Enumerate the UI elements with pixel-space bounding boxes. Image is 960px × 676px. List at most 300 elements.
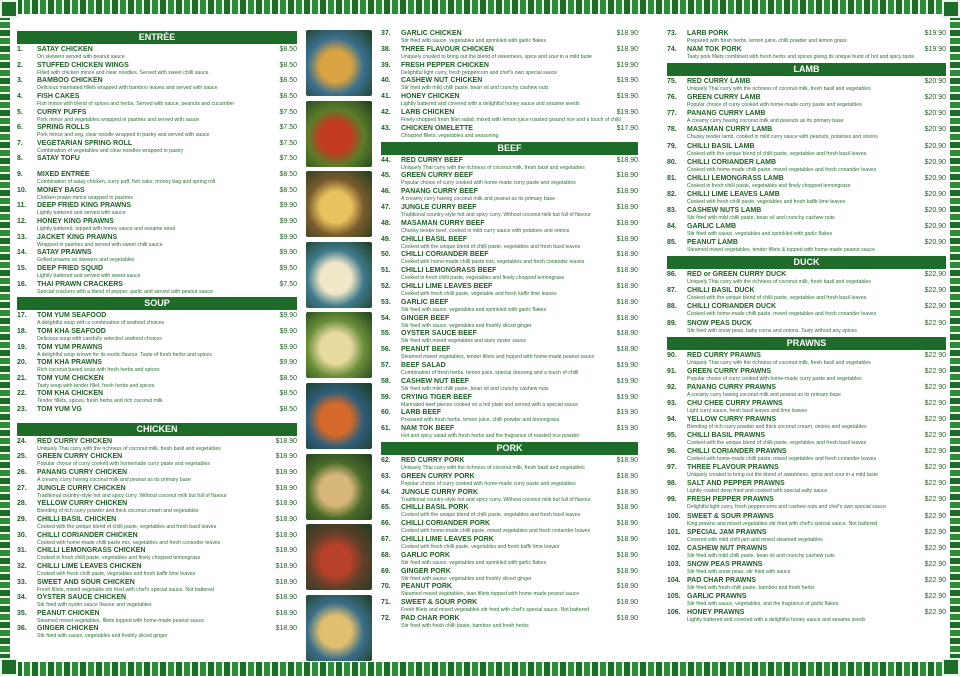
menu-item-name xyxy=(17,93,79,100)
menu-item-description: Cooked with fresh chilli paste, vegetables and fresh kaffir lime leaves xyxy=(401,543,560,550)
menu-item xyxy=(667,223,946,239)
menu-item-name xyxy=(667,175,784,182)
menu-item-name xyxy=(381,330,477,337)
menu-item-description: Stir fried with mild chilli paste, bean oil and crunchy cashew nuts xyxy=(687,552,835,559)
menu-item-name xyxy=(667,191,780,198)
menu-item-number: 94. xyxy=(667,415,677,423)
menu-item xyxy=(17,359,297,375)
menu-item-number: 27. xyxy=(17,484,27,492)
menu-item xyxy=(381,46,638,62)
menu-item-price: $22.90 xyxy=(924,576,946,584)
menu-item-title: GARLIC CHICKEN xyxy=(401,30,462,37)
menu-item-name xyxy=(17,155,80,162)
menu-item-price: $22.90 xyxy=(924,609,946,617)
menu-item-number: 24. xyxy=(17,437,27,445)
menu-item xyxy=(381,615,638,631)
menu-item-number: 64. xyxy=(381,488,391,496)
menu-item-number: 14. xyxy=(17,249,27,257)
menu-item-name xyxy=(667,609,744,616)
menu-item-price: $20.90 xyxy=(924,94,946,102)
menu-item-description: A creamy curry having coconut milk and peanut as its primary base xyxy=(401,196,555,203)
menu-item xyxy=(667,143,946,159)
menu-item-price: $7.50 xyxy=(279,124,297,132)
menu-item-title: LARB BEEF xyxy=(401,409,442,417)
menu-item xyxy=(17,218,297,234)
menu-item-number: 56. xyxy=(381,346,391,354)
menu-item-name xyxy=(17,62,129,69)
menu-item xyxy=(381,30,638,46)
section-header: BEEF xyxy=(381,142,638,155)
menu-item-description: King prawns and mixed vegetables stir fried with chef's special sauce. Not battered xyxy=(687,520,878,527)
menu-item-name xyxy=(381,425,454,432)
menu-item-name xyxy=(667,223,736,230)
menu-item-description: Traditional country-style hot and spicy curry. Without coconut milk but full of flavour xyxy=(37,492,227,499)
menu-item-number: 11. xyxy=(17,202,27,210)
menu-item-title: CHILLI BASIL PORK xyxy=(401,504,469,512)
menu-item-description: Cooked with home-made chilli paste, mixed vegetables and fresh coriander leaves xyxy=(687,311,877,318)
menu-item-number: 12. xyxy=(17,218,27,226)
menu-item-name xyxy=(667,400,783,407)
menu-item-name xyxy=(17,234,117,241)
menu-item xyxy=(17,610,297,626)
menu-item-name xyxy=(667,561,762,568)
menu-item-title: CRYING TIGER BEEF xyxy=(401,393,472,401)
menu-item-description: Fresh fillets and mixed vegetables stir fried with chef's special sauce. Not battered xyxy=(401,607,590,614)
menu-item-description: Rich coconut based soup with fresh herbs and spices xyxy=(37,367,160,374)
menu-item-price: $19.90 xyxy=(616,361,638,369)
menu-item-description: A creamy curry having coconut milk and peanuts as its primary base xyxy=(687,118,844,125)
menu-item-title: TOM KHA CHICKEN xyxy=(37,390,104,398)
menu-item-description: Stir fried with sauce, vegetables and sprinkled with garlic flakes xyxy=(401,559,547,566)
menu-item-price: $18.90 xyxy=(275,500,297,508)
menu-item-title: GREEN CURRY PORK xyxy=(401,472,475,480)
menu-item-name xyxy=(667,368,771,375)
menu-item-number: 78. xyxy=(667,126,677,134)
menu-item-number: 19. xyxy=(17,343,27,351)
menu-item-title: HONEY PRAWNS xyxy=(687,609,745,617)
menu-item-title: THAI PRAWN CRACKERS xyxy=(37,280,123,288)
menu-item-price: $18.90 xyxy=(275,453,297,461)
menu-item-number: 70. xyxy=(381,583,391,591)
menu-item-name xyxy=(17,547,146,554)
menu-item-price: $22.90 xyxy=(924,351,946,359)
menu-item-name xyxy=(17,359,102,366)
menu-item-title: JUNGLE CURRY PORK xyxy=(401,488,479,496)
menu-item-price: $18.90 xyxy=(275,594,297,602)
menu-item-price: $18.90 xyxy=(616,520,638,528)
menu-item-number: 51. xyxy=(381,267,391,275)
menu-item-number: 20. xyxy=(17,359,27,367)
menu-item-price: $18.90 xyxy=(616,282,638,290)
menu-item xyxy=(17,202,297,218)
menu-item-description: Delightful light curry, fresh peppercorn and chef's own special sauce xyxy=(401,69,558,76)
menu-item xyxy=(17,265,297,281)
menu-item-title: DEEP FRIED KING PRAWNS xyxy=(37,202,131,210)
menu-item xyxy=(17,124,297,140)
menu-item-title: GREEN CURRY BEEF xyxy=(401,172,473,180)
menu-item-number: 13. xyxy=(17,233,27,241)
menu-item-description: Stir fried with sauce, vegetables and freshly sliced ginger xyxy=(401,575,532,582)
menu-item xyxy=(381,109,638,125)
menu-item-number: 34. xyxy=(17,594,27,602)
menu-item-name xyxy=(667,207,761,214)
menu-item-name xyxy=(381,157,463,164)
menu-item-name xyxy=(381,394,472,401)
menu-item xyxy=(667,513,946,529)
menu-item-price: $8.50 xyxy=(279,406,297,414)
menu-item-price: $19.90 xyxy=(616,93,638,101)
menu-item-title: LARB PORK xyxy=(687,30,729,37)
menu-item-number: 98. xyxy=(667,480,677,488)
menu-item-number: 65. xyxy=(381,504,391,512)
menu-item-number: 89. xyxy=(667,319,677,327)
menu-item-title: CHILLI CORIANDER BEEF xyxy=(401,251,489,259)
menu-item-name xyxy=(17,328,106,335)
menu-item-description: Stir fried with mild chilli paste, bean oil and crunchy cashew nuts xyxy=(687,214,835,221)
menu-item-price: $22.90 xyxy=(924,303,946,311)
menu-item-number: 76. xyxy=(667,94,677,102)
menu-item-name xyxy=(381,504,469,511)
menu-item-name xyxy=(667,593,747,600)
menu-item-title: PANANG CURRY CHICKEN xyxy=(37,469,128,477)
menu-item-name xyxy=(17,140,132,147)
menu-item xyxy=(381,220,638,236)
menu-item-number: 92. xyxy=(667,383,677,391)
menu-item-number: 106. xyxy=(667,609,681,617)
menu-item-title: PANANG CURRY PRAWNS xyxy=(687,383,776,391)
menu-item-name xyxy=(17,438,112,445)
menu-item-title: CHILLI CORIANDER PORK xyxy=(401,520,491,528)
menu-column-right xyxy=(667,30,946,625)
menu-item-title: CHILLI BASIL PRAWNS xyxy=(687,432,766,440)
menu-item xyxy=(381,536,638,552)
menu-item xyxy=(381,330,638,346)
menu-item-name xyxy=(381,93,460,100)
menu-item-name xyxy=(381,346,450,353)
menu-item-description: Fish mince with blend of spices and herbs. Served with sauce, peanuts and cucumber xyxy=(37,100,235,107)
menu-item-description: Tasty soup with tender fillet, fresh herbs and spices xyxy=(37,382,155,389)
menu-item-number: 7. xyxy=(17,139,23,147)
menu-item-title: RED CURRY PRAWNS xyxy=(687,351,761,359)
menu-item-description: Stir fried with mixed vegetables and tasty oyster sauce xyxy=(401,338,527,345)
menu-item-description: Wrapped in pastries and served with sweet chilli sauce xyxy=(37,241,163,248)
menu-item-number: 72. xyxy=(381,614,391,622)
menu-item-title: CHILLI CORIANDER PRAWNS xyxy=(687,448,787,456)
menu-item-title: MIXED ENTRÉE xyxy=(37,171,90,179)
corner-ornament xyxy=(0,0,18,18)
menu-item-title: SALT AND PEPPER PRAWNS xyxy=(687,480,785,488)
menu-item-number: 17. xyxy=(17,312,27,320)
menu-item-title: HONEY CHICKEN xyxy=(401,93,460,101)
menu-item-description: Stir fried with mild chilli paste, bean oil and crunchy cashew nuts xyxy=(401,85,549,92)
menu-item-number: 102. xyxy=(667,544,681,552)
menu-item-price: $8.50 xyxy=(279,186,297,194)
section-header: DUCK xyxy=(667,256,946,269)
menu-item-description: Cooked with home-made chilli paste mix, vegetables and fresh coriander leaves xyxy=(37,539,221,546)
menu-item xyxy=(667,464,946,480)
section-header: PORK xyxy=(381,442,638,455)
menu-item-number: 21. xyxy=(17,374,27,382)
menu-item-number: 59. xyxy=(381,393,391,401)
menu-item-title: VEGETARIAN SPRING ROLL xyxy=(37,139,133,147)
menu-item-number: 53. xyxy=(381,298,391,306)
menu-item-description: A delightful soup with a combination of seafood choices xyxy=(37,320,165,327)
menu-item xyxy=(381,552,638,568)
menu-item-price: $18.90 xyxy=(616,219,638,227)
menu-item-name xyxy=(667,464,779,471)
menu-item-name xyxy=(381,568,451,575)
menu-item-name xyxy=(381,77,482,84)
menu-item-name xyxy=(667,46,742,53)
menu-item-price: $18.90 xyxy=(616,156,638,164)
menu-item-price: $8.50 xyxy=(279,61,297,69)
menu-item-name xyxy=(17,312,106,319)
menu-item-price: $19.90 xyxy=(616,61,638,69)
menu-column-left xyxy=(17,30,297,641)
menu-item-name xyxy=(381,536,494,543)
menu-item-description: Popular choice of curry cooked with home-made curry paste and vegetables xyxy=(401,480,576,487)
menu-item-price: $18.90 xyxy=(275,547,297,555)
menu-item-title: PAD CHAR PORK xyxy=(401,614,460,622)
menu-item-title: BAMBOO CHICKEN xyxy=(37,77,103,85)
menu-item-name xyxy=(381,109,454,116)
menu-item xyxy=(667,126,946,142)
menu-item-number: 105. xyxy=(667,593,681,600)
menu-item-name xyxy=(667,94,761,101)
menu-item-name xyxy=(381,378,469,385)
menu-item-price: $9.90 xyxy=(279,233,297,241)
menu-item xyxy=(381,504,638,520)
menu-item-description: Combination of fresh herbs, lemon juice, special dressing and a touch of chilli xyxy=(401,369,579,376)
menu-item-description: Stir fried with sauce, vegetables and sprinkled with garlic flakes xyxy=(401,306,547,313)
menu-item-description: Delicious soup with carefully selected seafood choices xyxy=(37,335,162,342)
menu-item-title: LARB CHICKEN xyxy=(401,108,455,116)
menu-item-name xyxy=(381,220,485,227)
menu-item-price: $18.90 xyxy=(616,298,638,306)
menu-item-price: $22.90 xyxy=(924,383,946,391)
menu-item-title: YELLOW CURRY PRAWNS xyxy=(687,415,777,423)
menu-item-price: $18.90 xyxy=(616,504,638,512)
menu-item-name xyxy=(17,265,103,272)
menu-item-price: $7.50 xyxy=(279,108,297,116)
menu-item-description: Chopped fillets, vegetables and seasoning xyxy=(401,132,499,139)
menu-item-price: $18.90 xyxy=(616,251,638,259)
menu-item-number: 67. xyxy=(381,535,391,543)
menu-item-number: 38. xyxy=(381,45,391,53)
menu-item-title: YELLOW CURRY CHICKEN xyxy=(37,500,128,508)
menu-item-price: $22.90 xyxy=(924,480,946,488)
menu-item-description: Hot and spicy salad with fresh herbs and the fragrance of roasted rice powder xyxy=(401,433,580,440)
menu-item-title: PEANUT LAMB xyxy=(687,239,738,247)
menu-item-price: $18.90 xyxy=(616,472,638,480)
menu-item-title: SNOW PEAS PRAWNS xyxy=(687,560,763,568)
menu-item-description: Lightly battered and served with sauce xyxy=(37,210,126,217)
menu-item-price: $22.90 xyxy=(924,399,946,407)
menu-item-number: 1. xyxy=(17,46,23,53)
menu-item-number: 97. xyxy=(667,464,677,472)
menu-item xyxy=(381,77,638,93)
menu-item xyxy=(667,320,946,336)
menu-item-description: Stir fried with snow peas, baby corns and onions. Tasty without any spices xyxy=(687,327,858,334)
menu-item xyxy=(17,579,297,595)
menu-item-description: Uniquely Thai curry with the richness of coconut milk, fresh basil and vegetables xyxy=(401,464,585,471)
menu-item-name xyxy=(17,469,127,476)
menu-item-description: Cooked with fresh chilli paste, vegetable and fresh kaffir lime leaves xyxy=(401,290,557,297)
menu-item xyxy=(381,267,638,283)
menu-item-number: 79. xyxy=(667,142,677,150)
menu-item-price: $19.90 xyxy=(616,377,638,385)
menu-item xyxy=(17,140,297,156)
menu-item-name xyxy=(17,500,127,507)
menu-item-name xyxy=(381,520,490,527)
menu-item-number: 18. xyxy=(17,327,27,335)
menu-item-number: 68. xyxy=(381,551,391,559)
menu-item-number: 4. xyxy=(17,92,23,100)
menu-item-description: Chicken prawn mince wrapped in pastries xyxy=(37,194,134,201)
menu-item-title: PEANUT CHICKEN xyxy=(37,609,100,617)
menu-item-number: 57. xyxy=(381,361,391,369)
menu-item-number: 35. xyxy=(17,609,27,617)
menu-item-number: 6. xyxy=(17,124,23,132)
menu-item-description: Grilled prawns on skewers and vegetables xyxy=(37,257,135,264)
menu-item-description: Uniquely Thai curry with the richness of coconut milk, fresh basil and vegetables xyxy=(401,164,585,171)
menu-item-number: 61. xyxy=(381,425,391,433)
menu-item-name xyxy=(667,529,767,536)
menu-item-price: $9.90 xyxy=(279,327,297,335)
menu-item-price: $18.90 xyxy=(275,562,297,570)
menu-item-price: $9.90 xyxy=(279,249,297,257)
menu-item-description: Cooked with the unique blend of chilli paste, vegetables and fresh basil leaves xyxy=(687,440,867,447)
menu-item-number: 96. xyxy=(667,448,677,456)
menu-item xyxy=(17,171,297,187)
menu-item-name xyxy=(17,516,116,523)
menu-item xyxy=(17,485,297,501)
menu-item-description: Uniquely created to bring out the blend of sweetness, spice and sour in a mild taste xyxy=(401,53,592,60)
menu-item-name xyxy=(667,110,765,117)
menu-item-title: JUNGLE CURRY BEEF xyxy=(401,203,477,211)
menu-item-price: $22.90 xyxy=(924,287,946,295)
menu-item-price: $22.90 xyxy=(924,544,946,552)
menu-item xyxy=(17,532,297,548)
menu-item-title: BEEF SALAD xyxy=(401,361,446,369)
menu-item-name xyxy=(667,384,776,391)
menu-item-number: 62. xyxy=(381,456,391,464)
menu-item-number: 87. xyxy=(667,287,677,295)
menu-item-price: $22.90 xyxy=(924,415,946,423)
menu-item-title: PEANUT PORK xyxy=(401,583,452,591)
menu-item-price: $20.90 xyxy=(924,158,946,166)
menu-item-name xyxy=(381,473,475,480)
menu-item-price: $19.90 xyxy=(616,409,638,417)
dish-photo xyxy=(306,524,372,590)
menu-item-description: Lightly coated deep fried and cooked with special salty sauce xyxy=(687,488,828,495)
menu-item-description: Popular choice of curry cooked with homemade curry paste and vegetables xyxy=(37,461,211,468)
section-header: PRAWNS xyxy=(667,337,946,350)
menu-item-price: $18.90 xyxy=(275,531,297,539)
menu-item-title: GARLIC BEEF xyxy=(401,298,449,306)
menu-item-title: SATAY PRAWNS xyxy=(37,249,92,257)
menu-item-number: 77. xyxy=(667,110,677,118)
menu-item-number: 84. xyxy=(667,223,677,231)
menu-item xyxy=(17,93,297,109)
menu-item-title: SWEET & SOUR PORK xyxy=(401,599,478,607)
menu-item-name xyxy=(17,579,135,586)
menu-item xyxy=(17,109,297,125)
menu-item-description: Cooked with home-made chilli paste, mixed vegetables and fresh coriander leaves xyxy=(401,528,591,535)
menu-item-number: 101. xyxy=(667,528,681,536)
menu-item-title: NAM TOK PORK xyxy=(687,46,742,54)
menu-item-title: CHILLI BASIL CHICKEN xyxy=(37,515,117,523)
menu-item-number: 48. xyxy=(381,219,391,227)
menu-item-name xyxy=(381,204,476,211)
menu-item-description: Stir fried with oyster sauce flavour and vegetables xyxy=(37,602,152,609)
menu-item-name xyxy=(381,552,450,559)
menu-item-name xyxy=(667,577,756,584)
menu-item-name xyxy=(17,109,86,116)
menu-item xyxy=(381,236,638,252)
menu-item-title: CASHEW NUT CHICKEN xyxy=(401,77,483,85)
menu-item-price: $18.90 xyxy=(616,456,638,464)
menu-item-name xyxy=(17,171,90,178)
menu-item-price: $18.90 xyxy=(616,614,638,622)
menu-item-title: CHILLI BASIL LAMB xyxy=(687,142,755,150)
menu-item-price: $18.90 xyxy=(616,330,638,338)
menu-item-title: CHILLI CORIANDER CHICKEN xyxy=(37,531,138,539)
menu-item-number: 54. xyxy=(381,314,391,322)
menu-item-price: $22.90 xyxy=(924,319,946,327)
menu-item xyxy=(667,191,946,207)
menu-item-price: $19.90 xyxy=(616,108,638,116)
menu-item xyxy=(667,561,946,577)
menu-item-description: Combination of satay chicken, curry puff, fish cake, money bag and spring roll xyxy=(37,179,216,186)
menu-item-title: RED CURRY CHICKEN xyxy=(37,437,113,445)
menu-item-description: Filled with chicken mince and clear noodles. Served with sweet chilli sauce xyxy=(37,69,209,76)
menu-item-name xyxy=(667,143,755,150)
menu-item xyxy=(381,283,638,299)
menu-item-title: SWEET AND SOUR CHICKEN xyxy=(37,578,135,586)
menu-item-number: 95. xyxy=(667,432,677,440)
menu-item xyxy=(667,303,946,319)
menu-item-title: PANANG CURRY BEEF xyxy=(401,188,478,196)
menu-item-description: Popular choice of curry cooked with home-made curry paste and vegetables xyxy=(401,180,576,187)
menu-item xyxy=(667,545,946,561)
menu-item-title: JACKET KING PRAWNS xyxy=(37,233,118,241)
menu-item-title: TOM YUM SEAFOOD xyxy=(37,312,107,320)
menu-item-number: 74. xyxy=(667,46,677,54)
border-left xyxy=(0,0,10,676)
menu-item-description: Stir fried with snow peas, stir fried with sauce xyxy=(687,568,791,575)
menu-item-title: DEEP FRIED SQUID xyxy=(37,264,103,272)
menu-item xyxy=(381,473,638,489)
menu-item-title: RED CURRY LAMB xyxy=(687,78,751,86)
menu-item xyxy=(667,593,946,609)
menu-item-title: MASAMAN CURRY BEEF xyxy=(401,219,485,227)
menu-item-price: $20.90 xyxy=(924,190,946,198)
menu-item-name xyxy=(381,172,473,179)
menu-item-title: CHILLI BASIL DUCK xyxy=(687,287,755,295)
menu-item-description: Steamed mixed vegetables, fillets topped with home-made peanut sauce xyxy=(37,617,204,624)
menu-item xyxy=(667,577,946,593)
menu-item-number: 82. xyxy=(667,190,677,198)
menu-item-price: $20.90 xyxy=(924,142,946,150)
menu-item-title: NAM TOK BEEF xyxy=(401,425,455,433)
food-photo-strip xyxy=(306,30,372,652)
menu-item-number: 43. xyxy=(381,124,391,132)
menu-item-description: Lightly battered and covered with a delightful honey sauce and sesame seeds xyxy=(687,617,866,624)
menu-item-number: 26. xyxy=(17,469,27,477)
menu-item-price: $18.90 xyxy=(616,45,638,53)
menu-item-description: Stir fried with fresh chilli paste, bamboo and fresh herbs xyxy=(401,622,529,629)
